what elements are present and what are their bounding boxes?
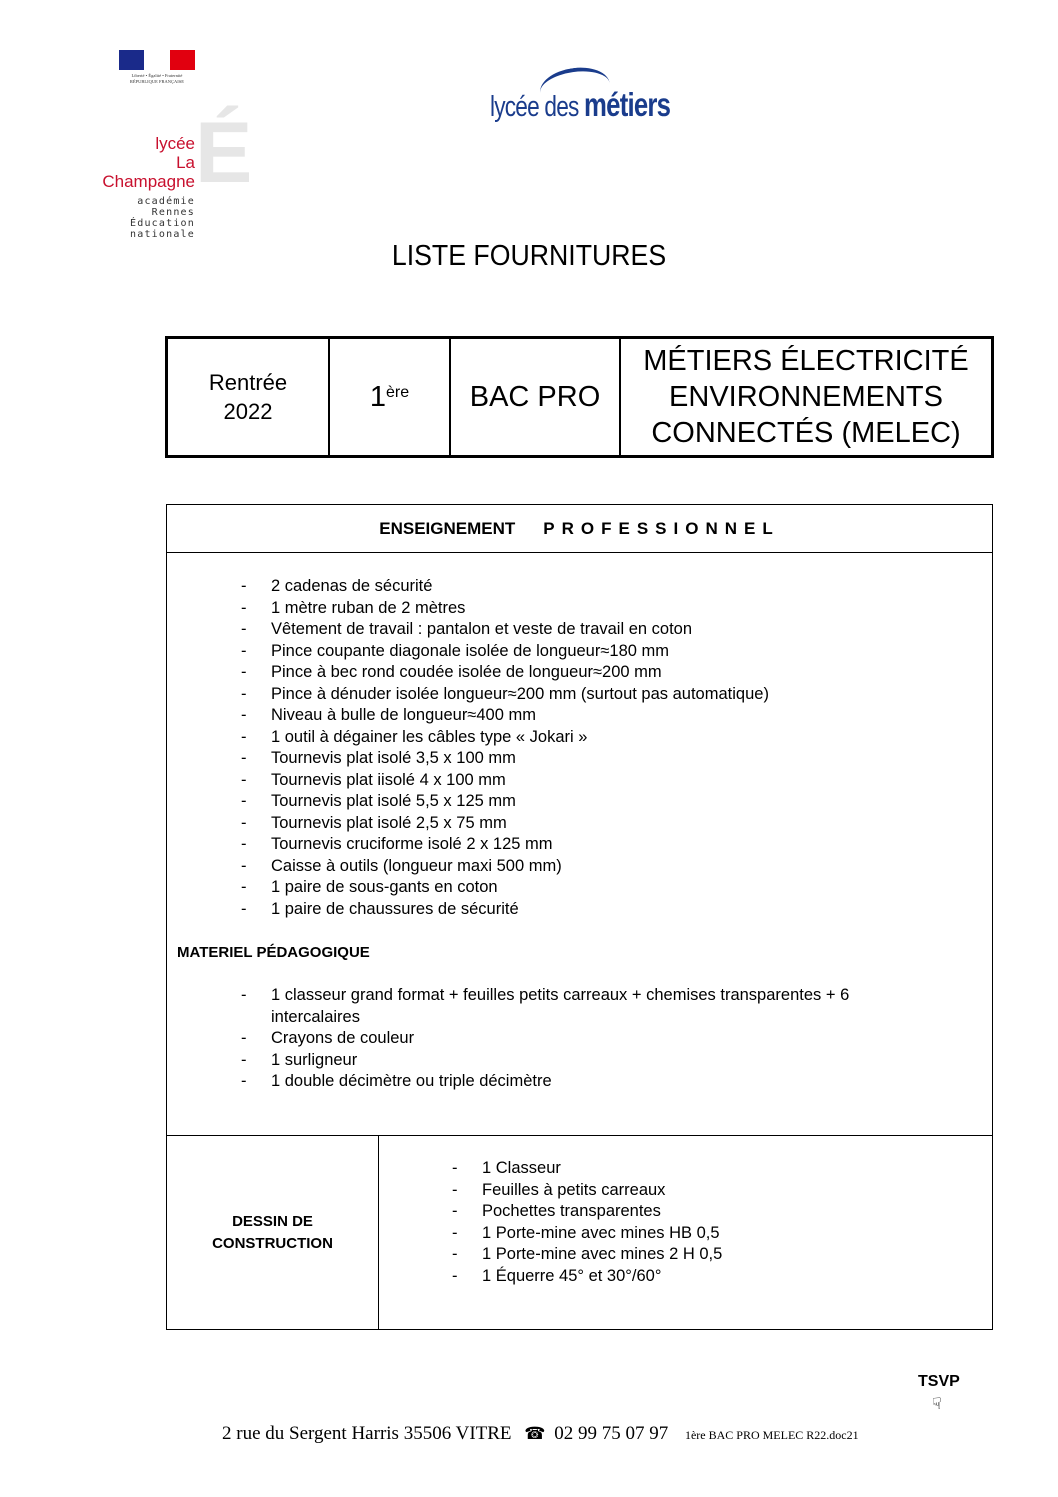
header-table — [165, 336, 994, 458]
list-item: - Pince à dénuder isolée longueur≈200 mm (surtout pas automatique) — [167, 684, 992, 706]
list-item: - 1 Équerre 45° et 30°/60° — [379, 1266, 992, 1288]
lycee-name — [85, 134, 195, 191]
niveau-value: 1 — [369, 380, 386, 413]
materiel-heading: MATERIEL PÉDAGOGIQUE — [177, 944, 370, 961]
list-item: - 1 mètre ruban de 2 mètres — [167, 598, 992, 620]
list-item: - Vêtement de travail : pantalon et veste de travail en coton — [167, 619, 992, 641]
list-item: - Pince à bec rond coudée isolée de longueur≈200 mm — [167, 662, 992, 684]
list-item: - Niveau à bulle de longueur≈400 mm — [167, 705, 992, 727]
enseignement-label-spaced: PROFESSIONNEL — [543, 518, 780, 538]
list-item: - 1 outil à dégainer les câbles type « Jokari » — [167, 727, 992, 749]
tsvp-label: TSVP — [918, 1373, 960, 1390]
dessin-cell — [379, 1136, 992, 1330]
list-item: - Tournevis plat isolé 3,5 x 100 mm — [167, 748, 992, 770]
list-item: - Tournevis plat iisolé 4 x 100 mm — [167, 770, 992, 792]
list-item: - Caisse à outils (longueur maxi 500 mm) — [167, 856, 992, 878]
list-item: - Pochettes transparentes — [379, 1201, 992, 1223]
list-item: - 1 surligneur — [167, 1050, 992, 1072]
rentree-cell — [168, 339, 330, 455]
specialite-cell — [621, 339, 991, 455]
list-item: - Feuilles à petits carreaux — [379, 1180, 992, 1202]
materiel-list — [167, 985, 992, 1093]
niveau-cell — [330, 339, 451, 455]
list-item: - 1 Porte-mine avec mines 2 H 0,5 — [379, 1244, 992, 1266]
academie-line: nationale — [130, 229, 195, 240]
lycee-des-metiers-logo — [490, 68, 690, 128]
specialite-line: CONNECTÉS (MELEC) — [651, 417, 961, 449]
education-e-icon: É — [195, 105, 253, 201]
academie-line: Rennes — [151, 207, 195, 218]
logo-motto: Liberté • Égalité • Fraternité — [131, 73, 183, 78]
footer — [222, 1423, 859, 1445]
list-item: - 1 Porte-mine avec mines HB 0,5 — [379, 1223, 992, 1245]
enseignement-heading — [167, 505, 992, 553]
enseignement-label: ENSEIGNEMENT — [379, 518, 516, 538]
pointing-hand-icon: ☟ — [932, 1396, 942, 1413]
metiers-prefix: lycée des — [490, 91, 585, 123]
rentree-year: 2022 — [223, 399, 273, 424]
logo-republique: RÉPUBLIQUE FRANÇAISE — [129, 79, 185, 84]
footer-reference: 1ère BAC PRO MELEC R22.doc21 — [684, 1428, 859, 1442]
dessin-heading — [167, 1136, 379, 1330]
list-item: - 1 classeur grand format + feuilles petits carreaux + chemises transparentes + 6 intercalaires — [167, 985, 992, 1028]
list-item: - Tournevis cruciforme isolé 2 x 125 mm — [167, 834, 992, 856]
dessin-heading-line: DESSIN DE — [232, 1213, 313, 1230]
supplies-table — [166, 504, 993, 1330]
list-item: - 1 paire de chaussures de sécurité — [167, 899, 992, 921]
academie-line: Éducation — [130, 218, 195, 229]
list-item: - Pince coupante diagonale isolée de longueur≈180 mm — [167, 641, 992, 663]
lycee-la-champagne-logo — [85, 105, 260, 248]
academie-text — [85, 196, 195, 240]
metiers-suffix: métiers — [584, 86, 671, 123]
footer-phone: 02 99 75 07 97 — [554, 1423, 669, 1444]
list-item: - Tournevis plat isolé 2,5 x 75 mm — [167, 813, 992, 835]
list-item: - Tournevis plat isolé 5,5 x 125 mm — [167, 791, 992, 813]
specialite-line: ENVIRONNEMENTS — [669, 381, 943, 413]
list-item: - Crayons de couleur — [167, 1028, 992, 1050]
academie-line: académie — [137, 196, 195, 207]
rentree-label: Rentrée — [208, 370, 288, 395]
dessin-list — [379, 1158, 992, 1287]
list-item: - 2 cadenas de sécurité — [167, 576, 992, 598]
dessin-row — [167, 1135, 992, 1330]
niveau-sup: ère — [386, 384, 410, 401]
page-title: LISTE FOURNITURES — [391, 240, 667, 272]
diplome-cell: BAC PRO — [451, 339, 621, 455]
enseignement-list — [167, 576, 992, 920]
lycee-name-line: lycée — [155, 134, 195, 153]
lycee-name-line: La Champagne — [102, 153, 195, 191]
specialite-line: MÉTIERS ÉLECTRICITÉ — [643, 345, 969, 377]
republique-francaise-logo — [119, 50, 195, 90]
list-item: - 1 paire de sous-gants en coton — [167, 877, 992, 899]
dessin-heading-line: CONSTRUCTION — [212, 1235, 333, 1252]
list-item: - 1 Classeur — [379, 1158, 992, 1180]
footer-address: 2 rue du Sergent Harris 35506 VITRE — [222, 1423, 512, 1444]
phone-icon: ☎ — [524, 1424, 546, 1443]
list-item: - 1 double décimètre ou triple décimètre — [167, 1071, 992, 1093]
